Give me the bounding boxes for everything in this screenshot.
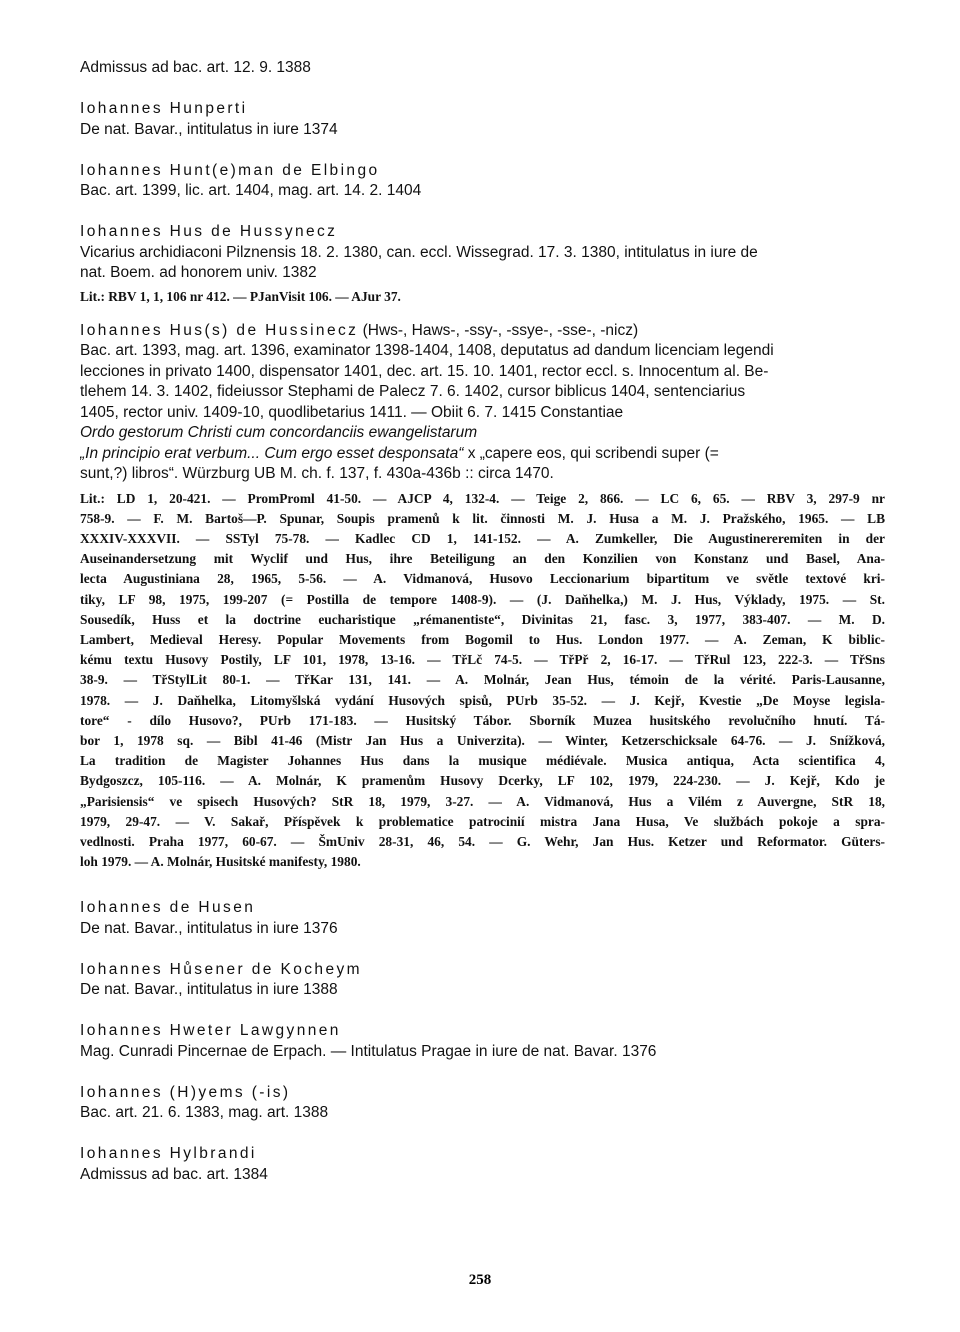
literature-line: 758-9. — F. M. Bartoš—P. Spunar, Soupis pramenů k lit. činnosti M. J. Husa a M. J. Pražského, 1965. — LB xyxy=(80,510,885,526)
entry-text: Bac. art. 1393, mag. art. 1396, examinator 1398-1404, 1408, deputatus ad dandum licenciam legendi xyxy=(80,342,774,359)
entry-name-hunperti: Iohannes Hunperti xyxy=(80,100,248,117)
literature-line: bor 1, 1978 sq. — Bibl 41-46 (Mistr Jan Hus a Univerzita). — Winter, Ketzerschicksale 64-76. — J. Snížková, xyxy=(80,732,885,748)
literature-line: kému textu Husovy Postily, LF 101, 1978, 13-16. — TřLč 74-5. — TřPř 2, 16-17. — TřRul 123, 222-3. — TřSns xyxy=(80,652,885,668)
document-page xyxy=(80,58,885,1185)
literature-line: vedlnosti. Praha 1977, 60-67. — ŠmUniv 28-31, 46, 54. — G. Wehr, Jan Hus. Ketzer und Reformator. Güters- xyxy=(80,833,885,849)
literature-line: Lambert, Medieval Heresy. Popular Movements from Bogomil to Hus. London 1977. — A. Zeman, K biblic- xyxy=(80,631,885,647)
top-line: Admissus ad bac. art. 12. 9. 1388 xyxy=(80,59,311,76)
entry-name-hweter: Iohannes Hweter Lawgynnen xyxy=(80,1022,341,1040)
literature-line: Auseinandersetzung mit Wyclif und Hus, ihre Beteiligung an den Konzilien von Konstanz und Basel, Ana- xyxy=(80,551,885,567)
entry-text: De nat. Bavar., intitulatus in iure 1374 xyxy=(80,120,338,138)
entry-text: Bac. art. 1399, lic. art. 1404, mag. art. 14. 2. 1404 xyxy=(80,182,422,199)
entry-name-hyems: Iohannes (H)yems (-is) xyxy=(80,1083,291,1101)
literature-note: Lit.: RBV 1, 1, 106 nr 412. — PJanVisit 106. — AJur 37. xyxy=(80,288,401,304)
literature-line: La tradition de Magister Johannes Hus dans la musique médiévale. Musica antiqua, Acta scientifica 4, xyxy=(80,753,885,769)
entry-name-variants: (Hws-, Haws-, -ssy-, -ssye-, -sse-, -nicz) xyxy=(358,321,639,339)
incipit-line-2: sunt,?) libros“. Würzburg UB M. ch. f. 137, f. 430a-436b :: circa 1470. xyxy=(80,465,554,482)
literature-line: Bydgoszcz, 105-116. — A. Molnár, K pramenům Husovy Dcerky, LF 102, 1979, 224-230. — J. Kejř, Kdo je xyxy=(80,773,885,789)
literature-line: tore“ - dílo Husovo?, PUrb 171-183. — Husitský Tábor. Sborník Muzea husitského revolučního hnutí. Tá- xyxy=(80,712,885,728)
entry-text: nat. Boem. ad honorem univ. 1382 xyxy=(80,264,317,281)
literature-block xyxy=(80,489,885,873)
entry-text: De nat. Bavar., intitulatus in iure 1388 xyxy=(80,981,338,999)
entry-name-hus-hussynecz: Iohannes Hus de Hussynecz xyxy=(80,223,338,240)
literature-line: 1979, 29-47. — V. Sakař, Příspěvek k problematice patrocinií mistra Jana Husa, Ve službách pokoje a spra- xyxy=(80,813,885,829)
entry-text: Admissus ad bac. art. 1384 xyxy=(80,1165,268,1183)
entry-text: De nat. Bavar., intitulatus in iure 1376 xyxy=(80,919,338,937)
entry-heading-hus xyxy=(80,321,885,342)
entry-text: tlehem 14. 3. 1402, fideiussor Stephami de Palecz 7. 6. 1402, cursor biblicus 1404, sentenciarius xyxy=(80,383,746,400)
incipit-italic: „In principio erat verbum... Cum ergo esset desponsata“ xyxy=(80,444,464,462)
incipit-line xyxy=(80,444,885,465)
entry-name-hylbrandi: Iohannes Hylbrandi xyxy=(80,1145,257,1163)
entry-name-husen: Iohannes de Husen xyxy=(80,899,256,917)
entry-text: Vicarius archidiaconi Pilznensis 18. 2. 1380, can. eccl. Wissegrad. 17. 3. 1380, intitulatus in iure de xyxy=(80,243,758,261)
entry-name-huntman: Iohannes Hunt(e)man de Elbingo xyxy=(80,161,380,179)
literature-line: 1978. — J. Daňhelka, Litomyšlská vydání Husových spisů, PUrb 35-52. — J. Kejř, Kvestie „De Moyse legisla- xyxy=(80,692,885,708)
literature-line: lecta Augustiniana 28, 1965, 5-56. — A. Vidmanová, Husovo Leccionarium bipartitum ve světle textové kri- xyxy=(80,571,885,587)
entry-name-hus-hussinecz: Iohannes Hus(s) de Hussinecz xyxy=(80,321,359,339)
entry-text: 1405, rector univ. 1409-10, quodlibetarius 1411. — Obiit 6. 7. 1415 Constantiae xyxy=(80,403,624,421)
entry-text: lecciones in privato 1400, dispensator 1401, dec. art. 15. 10. 1401, rector eccl. s. Innocentum al. Be- xyxy=(80,362,769,380)
entry-text: Bac. art. 21. 6. 1383, mag. art. 1388 xyxy=(80,1104,329,1122)
entry-name-husener: Iohannes Hůsener de Kocheym xyxy=(80,960,362,978)
literature-line: tiky, LF 98, 1975, 199-207 (= Postilla de tempore 1408-9). — (J. Daňhelka,) M. J. Hus, Výklady, 1975. — St. xyxy=(80,591,885,607)
literature-line: Sousedík, Huss et la doctrine eucharistique „rémanentiste“, Divinitas 21, fasc. 3, 1977, 383-407. — M. D. xyxy=(80,611,885,627)
literature-line: XXXIV-XXXVII. — SSTyl 75-78. — Kadlec CD 1, 141-152. — A. Zumkeller, Die Augustinereremiten in der xyxy=(80,530,885,546)
incipit-rest: x „capere eos, qui scribendi super (= xyxy=(463,444,719,462)
literature-line: 38-9. — TřStylLit 80-1. — TřKar 131, 141. — A. Molnár, Jean Hus, témoin de la vérité. Paris-Lausanne, xyxy=(80,672,885,688)
literature-line: „Parisiensis“ ve spisech Husových? StR 18, 1979, 3-27. — A. Vidmanová, Hus a Vilém z Auvergne, StR 18, xyxy=(80,793,885,809)
literature-line: Lit.: LD 1, 20-421. — PromProml 41-50. — AJCP 4, 132-4. — Teige 2, 866. — LC 6, 65. — RBV 3, 297-9 nr xyxy=(80,490,885,506)
entry-text: Mag. Cunradi Pincernae de Erpach. — Intitulatus Pragae in iure de nat. Bavar. 1376 xyxy=(80,1042,657,1060)
literature-line: loh 1979. — A. Molnár, Husitské manifesty, 1980. xyxy=(80,854,361,870)
page-number: 258 xyxy=(468,1272,492,1288)
work-title: Ordo gestorum Christi cum concordanciis ewangelistarum xyxy=(80,424,478,441)
